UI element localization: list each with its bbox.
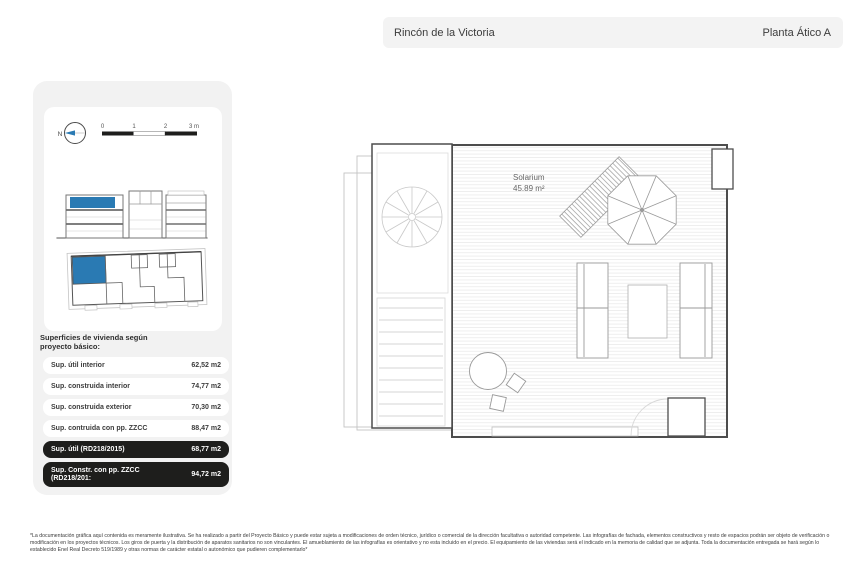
room-label: Solarium [513,173,545,182]
floor-plan [335,140,745,455]
round-table-symbol [470,353,507,390]
highlighted-unit-siteplan [72,256,106,284]
svg-text:1: 1 [132,124,136,130]
sidebar-panel [33,81,232,495]
areas-title: Superficies de vivienda según proyecto básico: [40,333,148,351]
pillar [712,149,733,189]
areas-table [38,334,229,491]
sun-lounger-symbol-right [680,263,712,358]
page-title: Planta Ático A [762,26,831,39]
stair-block [372,144,452,428]
outdoor-table-symbol [628,285,667,338]
scale-bar [101,124,199,136]
stool-symbol-2 [490,395,507,412]
highlighted-unit-elevation [70,197,115,208]
compass-n-label: N [57,131,63,138]
floor-plan-drawing [335,140,745,450]
area-row-construida-zzcc: Sup. contruida con pp. ZZCC 88,47 m2 [43,420,229,437]
sun-lounger-symbol-left [577,263,608,358]
area-row-constr-zzcc-rd: Sup. Constr. con pp. ZZCC (RD218/201: 94,72 m2 [43,462,229,487]
footer-disclaimer: *La documentación gráfica aquí contenida es meramente ilustrativa. Se ha realizado a partir del Proyecto Básico y puede estar sujeta a modificaciones de orden técnico, jurídico o comercial de la dirección facultativa o autoridad competente. Las infografías de fachada, elementos constructivos y resto de espacios podrán ser objeto de verificación o modificación en los proyectos técnicos. Los giros de puerta y la distribución de aparatos sanitarios no son vinculantes. El amueblamiento de las infografías es orientativo y no esta incluido en el precio. El equipamiento de las viviendas será el indicado en la memoria de calidad que se adjunta. Toda la documentación entregada se hará según lo establecido Enel Real Decreto 519/1989 y otras normas de carácter estatal o autonómico que pudieren complementarlo* [30,533,830,554]
room-area-label: 45.89 m² [513,184,545,193]
building-elevation [57,191,207,238]
access-structure [668,398,705,436]
svg-text:3 m: 3 m [188,124,200,130]
area-row-construida-exterior: Sup. construida exterior 70,30 m2 [43,399,229,416]
header-bar [383,17,843,48]
svg-text:0: 0 [100,124,105,130]
area-row-construida-interior: Sup. construida interior 74,77 m2 [43,378,229,395]
north-compass-icon [58,123,86,144]
area-row-util-interior: Sup. útil interior 62,52 m2 [43,357,229,374]
svg-text:2: 2 [163,124,168,130]
minimap-card [44,107,222,331]
terrace-railing-opening [492,427,638,436]
minimap-graphics [44,107,222,331]
area-row-util-rd: Sup. útil (RD218/2015) 68,77 m2 [43,441,229,458]
project-title: Rincón de la Victoria [394,26,495,39]
parasol-symbol [608,176,676,244]
site-plan-thumbnail [67,249,207,311]
